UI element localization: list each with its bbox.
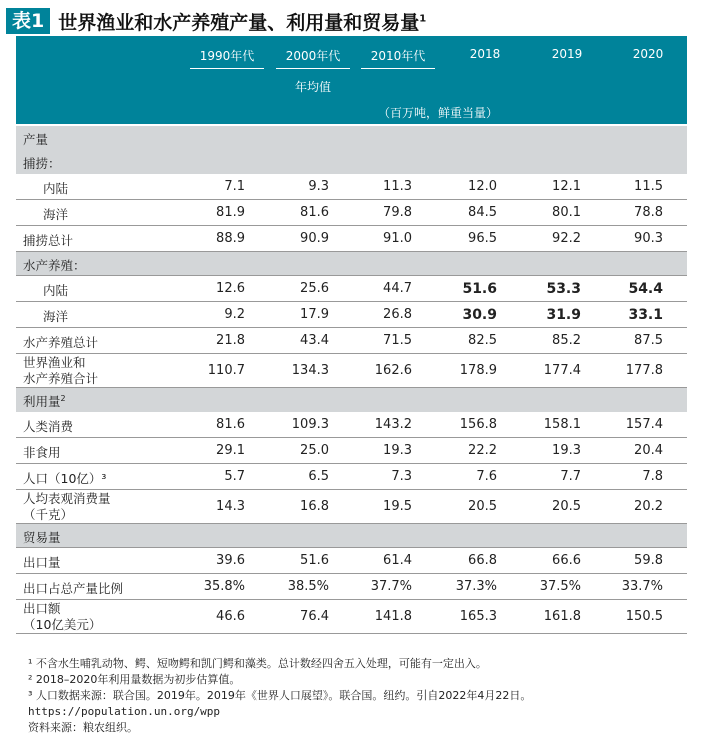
- row-label: [23, 579, 123, 597]
- table-header: [16, 38, 687, 124]
- header-divider: [361, 68, 435, 69]
- row-label-text: 出口占总产量比例: [23, 581, 124, 596]
- table-cell: 7.3: [391, 468, 412, 484]
- table-cell: 20.2: [634, 498, 663, 514]
- table-cell: 30.9: [462, 306, 497, 323]
- table-cell: 59.8: [634, 552, 663, 568]
- row-label-line: （千克）: [23, 507, 74, 522]
- table-cell: 134.3: [291, 362, 329, 378]
- row-label-text: 产量: [23, 132, 49, 147]
- table-cell: 43.4: [300, 332, 329, 348]
- table-cell: 25.0: [300, 442, 329, 458]
- table-cell: 88.9: [216, 230, 245, 246]
- row-label-text: 出口量: [23, 555, 61, 570]
- row-label-line: 出口额: [23, 601, 61, 616]
- row-label: [23, 469, 106, 487]
- row-label: [23, 553, 61, 571]
- source-link[interactable]: https://population.un.org/wpp: [28, 705, 221, 718]
- table-cell: 90.9: [300, 230, 329, 246]
- row-label-line: 世界渔业和: [23, 355, 86, 370]
- column-header: 1990年代: [199, 49, 255, 63]
- table-cell: 37.5%: [539, 578, 581, 594]
- row-label: [23, 130, 48, 148]
- row-label-text: 水产养殖总计: [23, 335, 99, 350]
- table-cell: 20.5: [468, 498, 497, 514]
- table-cell: 141.8: [374, 608, 412, 624]
- table-cell: 84.5: [468, 204, 497, 220]
- table-row: [16, 548, 687, 574]
- row-label: [23, 528, 61, 546]
- table-cell: 9.2: [224, 306, 245, 322]
- table-row: [16, 490, 687, 524]
- table-cell: 19.5: [383, 498, 412, 514]
- row-label: [43, 179, 68, 197]
- footnote: ¹ 不含水生哺乳动物、鳄、短吻鳄和凯门鳄和藻类。总计数经四舍五入处理，可能有一定出入。: [28, 657, 487, 670]
- row-label: [23, 355, 98, 387]
- table-cell: 109.3: [291, 416, 329, 432]
- table-cell: 87.5: [634, 332, 663, 348]
- table-cell: 37.3%: [455, 578, 497, 594]
- table-cell: 20.4: [634, 442, 663, 458]
- table-cell: 9.3: [308, 178, 329, 194]
- table-cell: 11.3: [383, 178, 412, 194]
- row-label-text: 非食用: [23, 445, 61, 460]
- table-row: [16, 276, 687, 302]
- row-label-text: 海洋: [43, 207, 69, 222]
- table-cell: 5.7: [224, 468, 245, 484]
- title-text: 世界渔业和水产养殖产量、利用量和贸易量: [58, 11, 420, 34]
- row-label: [23, 443, 61, 461]
- table-cell: 143.2: [374, 416, 412, 432]
- table-row: [16, 302, 687, 328]
- table-cell: 20.5: [552, 498, 581, 514]
- table-cell: 156.8: [459, 416, 497, 432]
- table-cell: 19.3: [552, 442, 581, 458]
- section-header-row: [16, 150, 687, 174]
- table-cell: 66.6: [552, 552, 581, 568]
- average-label: 年均值: [294, 80, 331, 94]
- row-label: [23, 154, 61, 172]
- column-header: 2020: [632, 47, 664, 61]
- footnote-marker: 2: [60, 393, 66, 403]
- table-cell: 82.5: [468, 332, 497, 348]
- row-label-text: 贸易量: [23, 530, 61, 545]
- table-title-text: [58, 8, 426, 35]
- table-cell: 51.6: [462, 280, 497, 297]
- column-header: 2010年代: [370, 49, 426, 63]
- table-cell: 110.7: [207, 362, 245, 378]
- section-header-row: [16, 126, 687, 150]
- table-cell: 53.3: [546, 280, 581, 297]
- section-header-row: [16, 388, 687, 412]
- row-label-text: 水产养殖：: [23, 258, 86, 273]
- title-footnote-marker: 1: [419, 13, 427, 25]
- table-cell: 79.8: [383, 204, 412, 220]
- table-cell: 165.3: [459, 608, 497, 624]
- row-label: [23, 333, 98, 351]
- table-row: [16, 328, 687, 354]
- table-cell: 81.6: [300, 204, 329, 220]
- table-cell: 19.3: [383, 442, 412, 458]
- table-row: [16, 600, 687, 634]
- table-cell: 39.6: [216, 552, 245, 568]
- table-cell: 35.8%: [203, 578, 245, 594]
- row-label-line: 水产养殖合计: [23, 371, 99, 386]
- table-cell: 17.9: [300, 306, 329, 322]
- table-cell: 14.3: [216, 498, 245, 514]
- table-cell: 76.4: [300, 608, 329, 624]
- table-title: [6, 8, 426, 34]
- row-label-text: 人类消费: [23, 419, 74, 434]
- table-cell: 7.8: [642, 468, 663, 484]
- footnote: ² 2018–2020年利用量数据为初步估算值。: [28, 673, 241, 686]
- row-label-text: 捕捞：: [23, 156, 61, 171]
- table-cell: 7.7: [560, 468, 581, 484]
- table-cell: 66.8: [468, 552, 497, 568]
- row-label: [23, 601, 101, 633]
- table-row: [16, 200, 687, 226]
- row-label-text: 捕捞总计: [23, 233, 74, 248]
- header-divider: [276, 68, 350, 69]
- table-cell: 12.6: [216, 280, 245, 296]
- table-cell: 46.6: [216, 608, 245, 624]
- table-cell: 54.4: [628, 280, 663, 297]
- source-note: 资料来源：粮农组织。: [28, 721, 138, 734]
- table-row: [16, 412, 687, 438]
- table-cell: 33.1: [628, 306, 663, 323]
- table-cell: 78.8: [634, 204, 663, 220]
- table-row: [16, 464, 687, 490]
- row-label-line: 人均表观消费量: [23, 491, 111, 506]
- table-cell: 12.1: [552, 178, 581, 194]
- table-cell: 37.7%: [370, 578, 412, 594]
- row-label: [43, 281, 68, 299]
- table-cell: 158.1: [543, 416, 581, 432]
- table-cell: 11.5: [634, 178, 663, 194]
- table-cell: 29.1: [216, 442, 245, 458]
- table-cell: 80.1: [552, 204, 581, 220]
- table-cell: 16.8: [300, 498, 329, 514]
- table-cell: 150.5: [625, 608, 663, 624]
- table-cell: 44.7: [383, 280, 412, 296]
- table-cell: 26.8: [383, 306, 412, 322]
- table-cell: 81.9: [216, 204, 245, 220]
- row-label-text: 内陆: [43, 283, 69, 298]
- table-cell: 31.9: [546, 306, 581, 323]
- row-label-line: （10亿美元）: [23, 617, 102, 632]
- table-cell: 178.9: [459, 362, 497, 378]
- table-cell: 7.1: [224, 178, 245, 194]
- row-label-text: 内陆: [43, 181, 69, 196]
- table-row: [16, 574, 687, 600]
- column-header: 2018: [469, 47, 501, 61]
- table-cell: 157.4: [625, 416, 663, 432]
- column-header: 2000年代: [285, 49, 341, 63]
- table-row: [16, 226, 687, 252]
- row-label: [23, 256, 86, 274]
- table-cell: 6.5: [308, 468, 329, 484]
- table-cell: 90.3: [634, 230, 663, 246]
- table-cell: 96.5: [468, 230, 497, 246]
- table-cell: 85.2: [552, 332, 581, 348]
- table-cell: 38.5%: [287, 578, 329, 594]
- section-header-row: [16, 252, 687, 276]
- table-cell: 22.2: [468, 442, 497, 458]
- row-label-text: 利用量: [23, 394, 61, 409]
- row-label-text: 海洋: [43, 309, 69, 324]
- table-cell: 21.8: [216, 332, 245, 348]
- table-cell: 161.8: [543, 608, 581, 624]
- table-cell: 12.0: [468, 178, 497, 194]
- row-label: [23, 392, 66, 410]
- table-cell: 92.2: [552, 230, 581, 246]
- row-label: [23, 231, 73, 249]
- row-label: [23, 491, 111, 523]
- table-cell: 81.6: [216, 416, 245, 432]
- table-row: [16, 354, 687, 388]
- row-label: [43, 307, 68, 325]
- row-label: [43, 205, 68, 223]
- footnote: ³ 人口数据来源：联合国。2019年。2019年《世界人口展望》。联合国。纽约。引自2022年4月22日。: [28, 689, 532, 702]
- table-cell: 162.6: [374, 362, 412, 378]
- header-divider: [190, 68, 264, 69]
- column-header: 2019: [551, 47, 583, 61]
- table-number-badge: 表1: [6, 8, 50, 34]
- table-row: [16, 174, 687, 200]
- table-cell: 177.4: [543, 362, 581, 378]
- table-cell: 25.6: [300, 280, 329, 296]
- footnotes: [28, 656, 531, 736]
- table-cell: 51.6: [300, 552, 329, 568]
- unit-label: （百万吨，鲜重当量）: [378, 106, 499, 120]
- row-label: [23, 417, 73, 435]
- table-cell: 61.4: [383, 552, 412, 568]
- section-header-row: [16, 524, 687, 548]
- table-row: [16, 438, 687, 464]
- row-label-text: 人口（10亿）³: [23, 471, 107, 486]
- table-cell: 7.6: [476, 468, 497, 484]
- table-cell: 71.5: [383, 332, 412, 348]
- table-cell: 91.0: [383, 230, 412, 246]
- table-cell: 33.7%: [621, 578, 663, 594]
- table-cell: 177.8: [625, 362, 663, 378]
